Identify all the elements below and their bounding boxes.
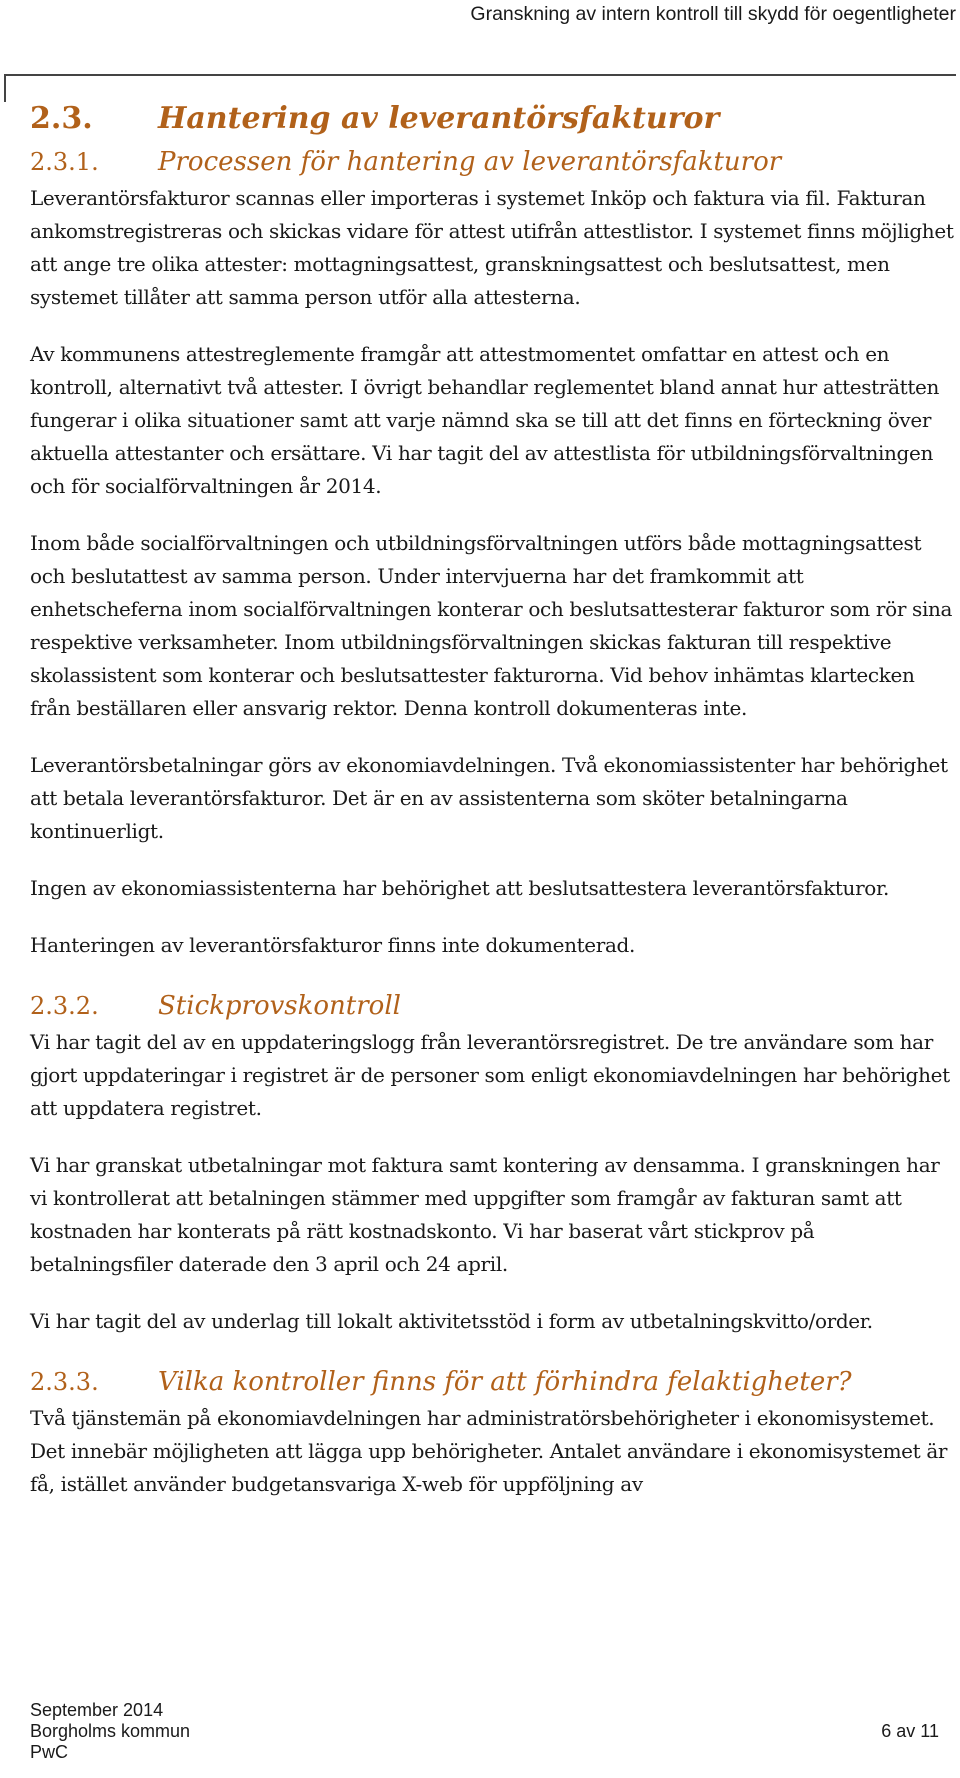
subsection-title: Processen för hantering av leverantörsfakturor: [158, 147, 782, 177]
footer-organization: Borgholms kommun: [30, 1721, 191, 1741]
subsection-number: 2.3.3.: [30, 1368, 99, 1396]
paragraph: Två tjänstemän på ekonomiavdelningen har administratörsbehörigheter i ekonomisystemet. Det innebär möjligheten att lägga upp behörigheter. Antalet användare i ekonomisystemet är få, istället använder budgetansvariga X-web för uppföljning av: [30, 1406, 948, 1496]
paragraph: Ingen av ekonomiassistenterna har behörighet att beslutsattestera leverantörsfakturor.: [30, 876, 890, 900]
page-number: 6 av 11: [881, 1721, 939, 1741]
page-content: [30, 96, 954, 1501]
header-rule: [4, 74, 956, 76]
section-number: 2.3.: [30, 101, 93, 136]
subsection-heading-2-3-2: [30, 986, 954, 1026]
running-header: Granskning av intern kontroll till skydd för oegentligheter: [470, 3, 956, 25]
paragraph: Hanteringen av leverantörsfakturor finns inte dokumenterad.: [30, 933, 636, 957]
paragraph: Vi har tagit del av en uppdateringslogg från leverantörsregistret. De tre användare som har gjort uppdateringar i registret är de personer som enligt ekonomiavdelningen har behörighet att uppdatera registret.: [30, 1030, 950, 1120]
section-heading: [30, 96, 954, 142]
header-corner-mark: [4, 74, 6, 102]
paragraph: Leverantörsfakturor scannas eller importeras i systemet Inköp och faktura via fil. Fakturan ankomstregistreras och skickas vidare för attest utifrån attestlistor. I systemet finns möjlighet att ange tre olika attester: mottagningsattest, granskningsattest och beslutsattest, men systemet tillåter att samma person utför alla attesterna.: [30, 186, 954, 309]
footer-info: [30, 1700, 190, 1763]
subsection-title: Vilka kontroller finns för att förhindra felaktigheter?: [158, 1367, 852, 1397]
section-title: Hantering av leverantörsfakturor: [158, 101, 720, 136]
paragraph: Vi har granskat utbetalningar mot faktura samt kontering av densamma. I granskningen har vi kontrollerat att betalningen stämmer med uppgifter som framgår av fakturan samt att kostnaden har konterats på rätt kostnadskonto. Vi har baserat vårt stickprov på betalningsfiler daterade den 3 april och 24 april.: [30, 1153, 940, 1276]
page-footer: [30, 1688, 954, 1778]
subsection-title: Stickprovskontroll: [158, 991, 401, 1021]
subsection-heading-2-3-1: [30, 142, 954, 182]
footer-firm: PwC: [30, 1742, 69, 1762]
paragraph: Av kommunens attestreglemente framgår att attestmomentet omfattar en attest och en kontroll, alternativt två attester. I övrigt behandlar reglementet bland annat hur attesträtten fungerar i olika situationer samt att varje nämnd ska se till att det finns en förteckning över aktuella attestanter och ersättare. Vi har tagit del av attestlista för utbildningsförvaltningen och för socialförvaltningen år 2014.: [30, 342, 940, 498]
subsection-heading-2-3-3: [30, 1362, 954, 1402]
subsection-number: 2.3.1.: [30, 148, 99, 176]
footer-date: September 2014: [30, 1700, 164, 1720]
paragraph: Vi har tagit del av underlag till lokalt aktivitetsstöd i form av utbetalningskvitto/order.: [30, 1309, 873, 1333]
subsection-number: 2.3.2.: [30, 992, 99, 1020]
paragraph: Leverantörsbetalningar görs av ekonomiavdelningen. Två ekonomiassistenter har behörighet att betala leverantörsfakturor. Det är en av assistenterna som sköter betalningarna kontinuerligt.: [30, 753, 948, 843]
paragraph: Inom både socialförvaltningen och utbildningsförvaltningen utförs både mottagningsattest och beslutattest av samma person. Under intervjuerna har det framkommit att enhetscheferna inom socialförvaltningen konterar och beslutsattesterar fakturor som rör sina respektive verksamheter. Inom utbildningsförvaltningen skickas fakturan till respektive skolassistent som konterar och beslutsattester fakturorna. Vid behov inhämtas klartecken från beställaren eller ansvarig rektor. Denna kontroll dokumenteras inte.: [30, 531, 953, 720]
